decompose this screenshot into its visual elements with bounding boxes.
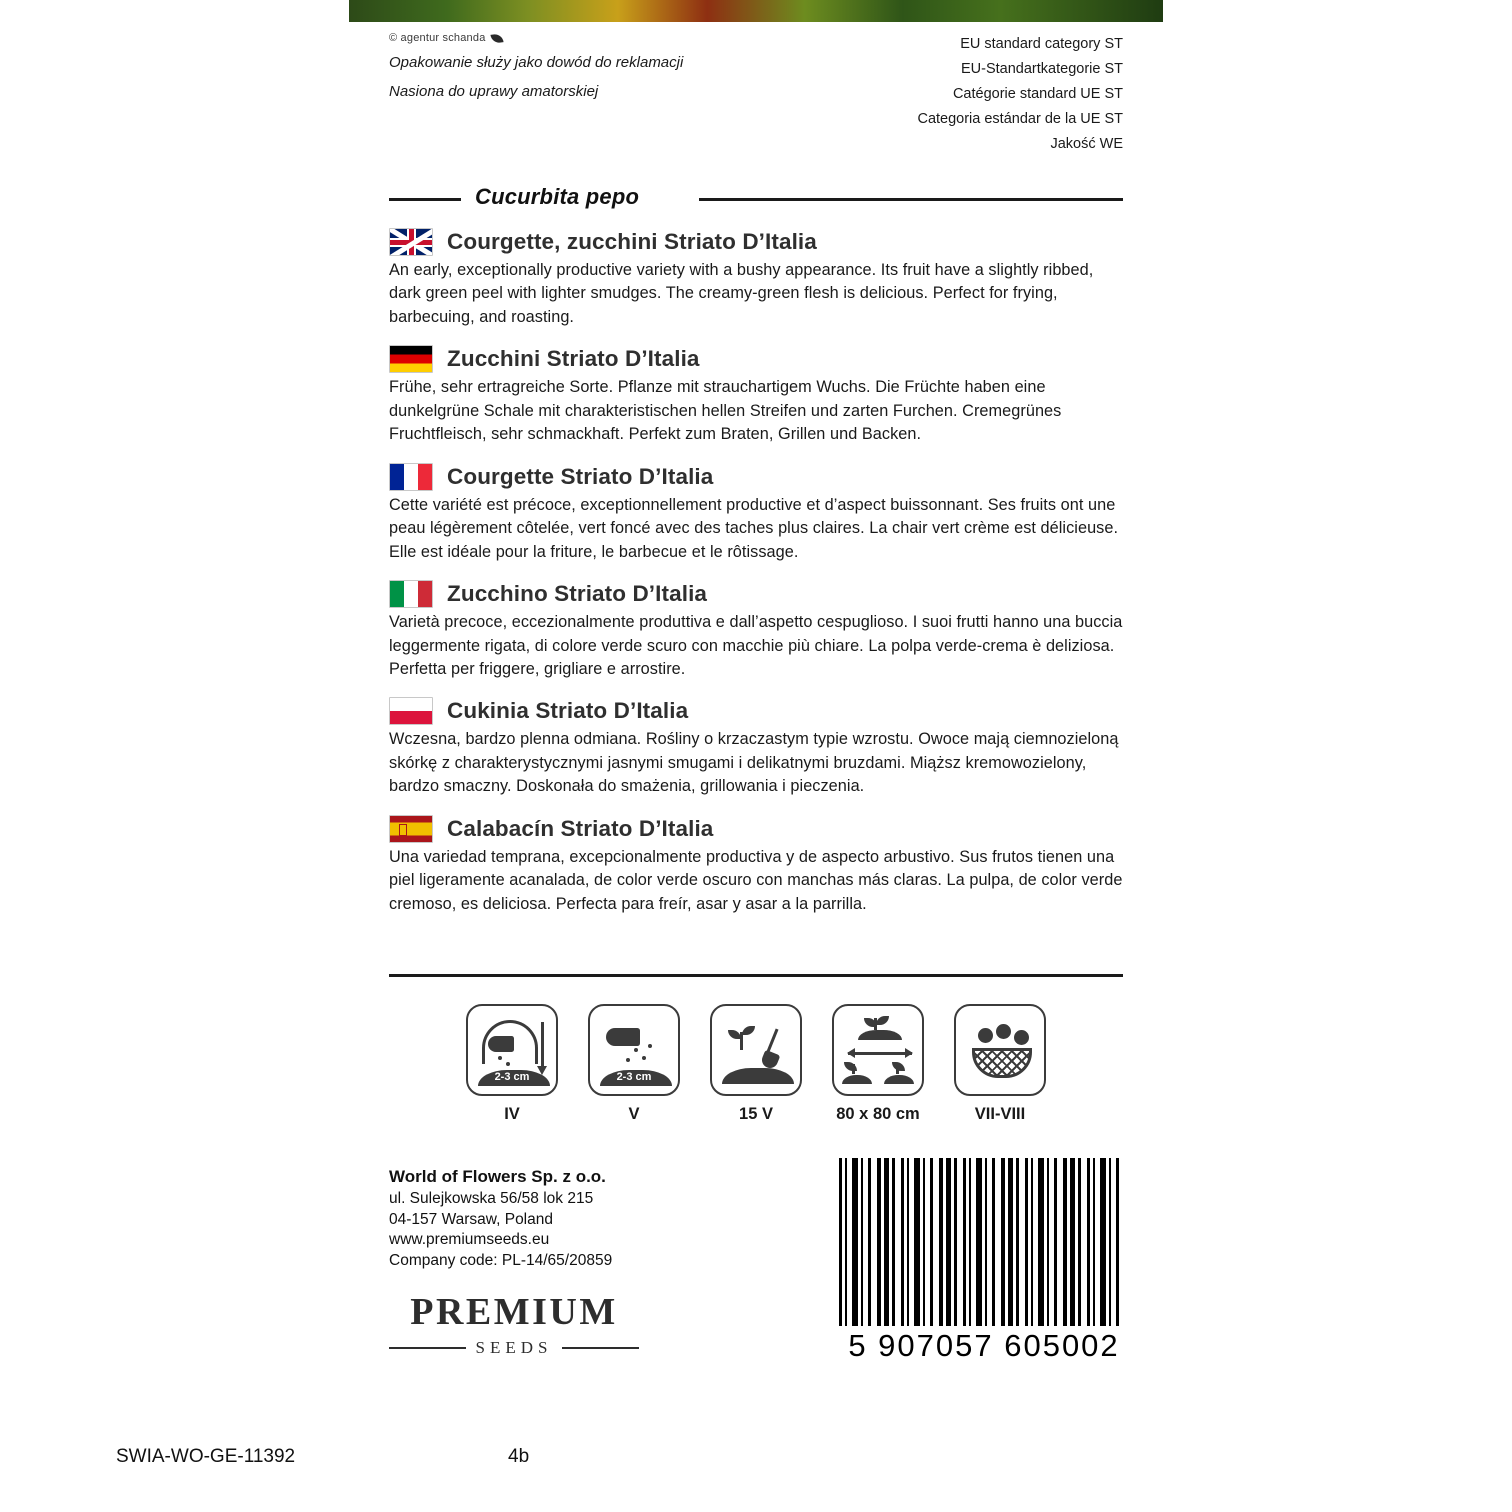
flag-germany-icon <box>389 345 433 373</box>
packaging-note: Opakowanie służy jako dowód do reklamacji <box>389 54 684 71</box>
description-es-title: Calabacín Striato D’Italia <box>447 815 714 841</box>
description-pl-head <box>389 697 1125 725</box>
barcode-number: 5 907057 605002 <box>848 1328 1120 1363</box>
brand-subtitle: SEEDS <box>475 1338 553 1357</box>
brand-logo <box>389 1290 639 1358</box>
page-code: 4b <box>508 1446 530 1467</box>
cultivation-icons <box>389 1004 1123 1124</box>
description-en-body: An early, exceptionally productive variety with a bushy appearance. Its fruit have a slightly ribbed, dark green peel with lighter smudges. The creamy-green flesh is delicious. Perfect for frying, barbecuing, and roasting. <box>389 261 1094 326</box>
eu-category-de: EU-Standartkategorie ST <box>961 60 1123 77</box>
icon-cell-harvest <box>950 1004 1050 1124</box>
rule-left <box>389 198 461 201</box>
icon-cell-spacing <box>828 1004 928 1124</box>
company-city: 04-157 Warsaw, Poland <box>389 1210 553 1228</box>
sowing-depth-label-1: 2-3 cm <box>494 1071 530 1083</box>
icon-cell-planting-out <box>706 1004 806 1124</box>
description-pl-title: Cukinia Striato D’Italia <box>447 698 689 724</box>
description-pl <box>389 697 1125 798</box>
description-pl-body: Wczesna, bardzo plenna odmiana. Rośliny o krzaczastym typie wzrostu. Owoce mają ciemnozieloną skórkę z charakterystycznymi jasnymi smugami i delikatnymi bruzdami. Miąższ kremowozielony, bardzo smaczny. Doskonała do smażenia, grillowania i pieczenia. <box>389 730 1119 796</box>
description-fr-title: Courgette Striato D’Italia <box>447 463 714 489</box>
harvest-icon <box>954 1004 1046 1096</box>
description-fr <box>389 463 1125 564</box>
product-photo-strip <box>349 0 1163 22</box>
flag-spain-icon <box>389 815 433 843</box>
icon-cell-sowing-under-cover <box>462 1004 562 1124</box>
description-sections <box>389 228 1125 932</box>
rule-right <box>699 198 1123 201</box>
description-es-head <box>389 815 1125 843</box>
description-de-title: Zucchini Striato D’Italia <box>447 346 700 372</box>
barcode-block <box>839 1158 1129 1364</box>
flag-france-icon <box>389 463 433 491</box>
amateur-cultivation-note: Nasiona do uprawy amatorskiej <box>389 83 599 101</box>
eu-category-es: Categoria estándar de la UE ST <box>917 110 1123 127</box>
description-de <box>389 345 1125 446</box>
section-divider <box>389 974 1123 977</box>
seed-packet-back <box>349 0 1163 1512</box>
sowing-outdoors-icon <box>588 1004 680 1096</box>
description-en-head <box>389 228 1125 256</box>
description-it-title: Zucchino Striato D’Italia <box>447 581 708 607</box>
description-en-title: Courgette, zucchini Striato D’Italia <box>447 229 817 254</box>
planting-out-caption: 15 V <box>739 1105 773 1123</box>
header-left <box>389 32 719 103</box>
icon-cell-sowing-outdoors <box>584 1004 684 1124</box>
company-name: World of Flowers Sp. z o.o. <box>389 1167 606 1186</box>
description-de-body: Frühe, sehr ertragreiche Sorte. Pflanze mit strauchartigem Wuchs. Die Früchte haben eine dunkelgrüne Schale mit charakteristischen hellen Streifen und zarten Furchen. Cremegrünes Fruchtfleisch, sehr schmackhaft. Perfekt zum Braten, Grillen und Backen. <box>389 378 1062 444</box>
leaf-icon <box>490 33 503 44</box>
description-en <box>389 228 1125 329</box>
sowing-outdoors-caption: V <box>628 1105 640 1123</box>
eu-category-en: EU standard category ST <box>960 36 1123 52</box>
description-fr-head <box>389 463 1125 491</box>
harvest-caption: VII-VIII <box>974 1105 1026 1123</box>
description-it-body: Varietà precoce, eccezionalmente produttiva e dall’aspetto cespuglioso. I suoi frutti hanno una buccia leggermente rigata, di colore verde scuro con macchie più chiare. La polpa verde-crema è deliziosa. Perfetta per friggere, grigliare e arrostire. <box>389 613 1123 678</box>
agency-credit-text: © agentur schanda <box>389 32 486 44</box>
brand-subtitle-row <box>389 1338 639 1358</box>
species-heading <box>389 186 1123 212</box>
barcode-image <box>839 1158 1121 1326</box>
flag-italy-icon <box>389 580 433 608</box>
description-es <box>389 815 1125 916</box>
sowing-under-cover-icon <box>466 1004 558 1096</box>
article-code: SWIA-WO-GE-11392 <box>116 1446 296 1467</box>
description-fr-body: Cette variété est précoce, exceptionnellement productive et d’aspect buissonnant. Ses fruits ont une peau légèrement côtelée, vert foncé avec des taches plus claires. La chair vert crème est délicieuse. Elle est idéale pour la friture, le barbecue et le rôtissage. <box>389 495 1119 561</box>
sowing-under-cover-caption: IV <box>504 1105 520 1123</box>
species-latin-name: Cucurbita pepo <box>475 184 640 209</box>
eu-category-pl: Jakość WE <box>1050 135 1123 152</box>
description-it <box>389 580 1125 681</box>
brand-name: PREMIUM <box>410 1291 618 1333</box>
description-de-head <box>389 345 1125 373</box>
company-address <box>389 1166 769 1272</box>
description-it-head <box>389 580 1125 608</box>
planting-out-icon <box>710 1004 802 1096</box>
sowing-depth-label-2: 2-3 cm <box>616 1071 652 1083</box>
eu-category-block <box>917 32 1123 157</box>
company-code: Company code: PL-14/65/20859 <box>389 1252 613 1270</box>
logo-rule-right <box>562 1347 639 1349</box>
agency-credit <box>389 32 719 44</box>
flag-poland-icon <box>389 697 433 725</box>
company-street: ul. Sulejkowska 56/58 lok 215 <box>389 1189 594 1207</box>
spacing-icon <box>832 1004 924 1096</box>
eu-category-fr: Catégorie standard UE ST <box>952 85 1123 102</box>
description-es-body: Una variedad temprana, excepcionalmente productiva y de aspecto arbustivo. Sus frutos tienen una piel ligeramente acanalada, de color verde oscuro con manchas más claras. La pulpa, de color verde cremoso, es deliciosa. Perfecta para freír, asar y asar a la parrilla. <box>389 847 1123 913</box>
spacing-caption: 80 x 80 cm <box>836 1105 920 1123</box>
flag-united-kingdom-icon <box>389 228 433 256</box>
logo-rule-left <box>389 1347 466 1349</box>
company-website[interactable]: www.premiumseeds.eu <box>389 1231 550 1249</box>
